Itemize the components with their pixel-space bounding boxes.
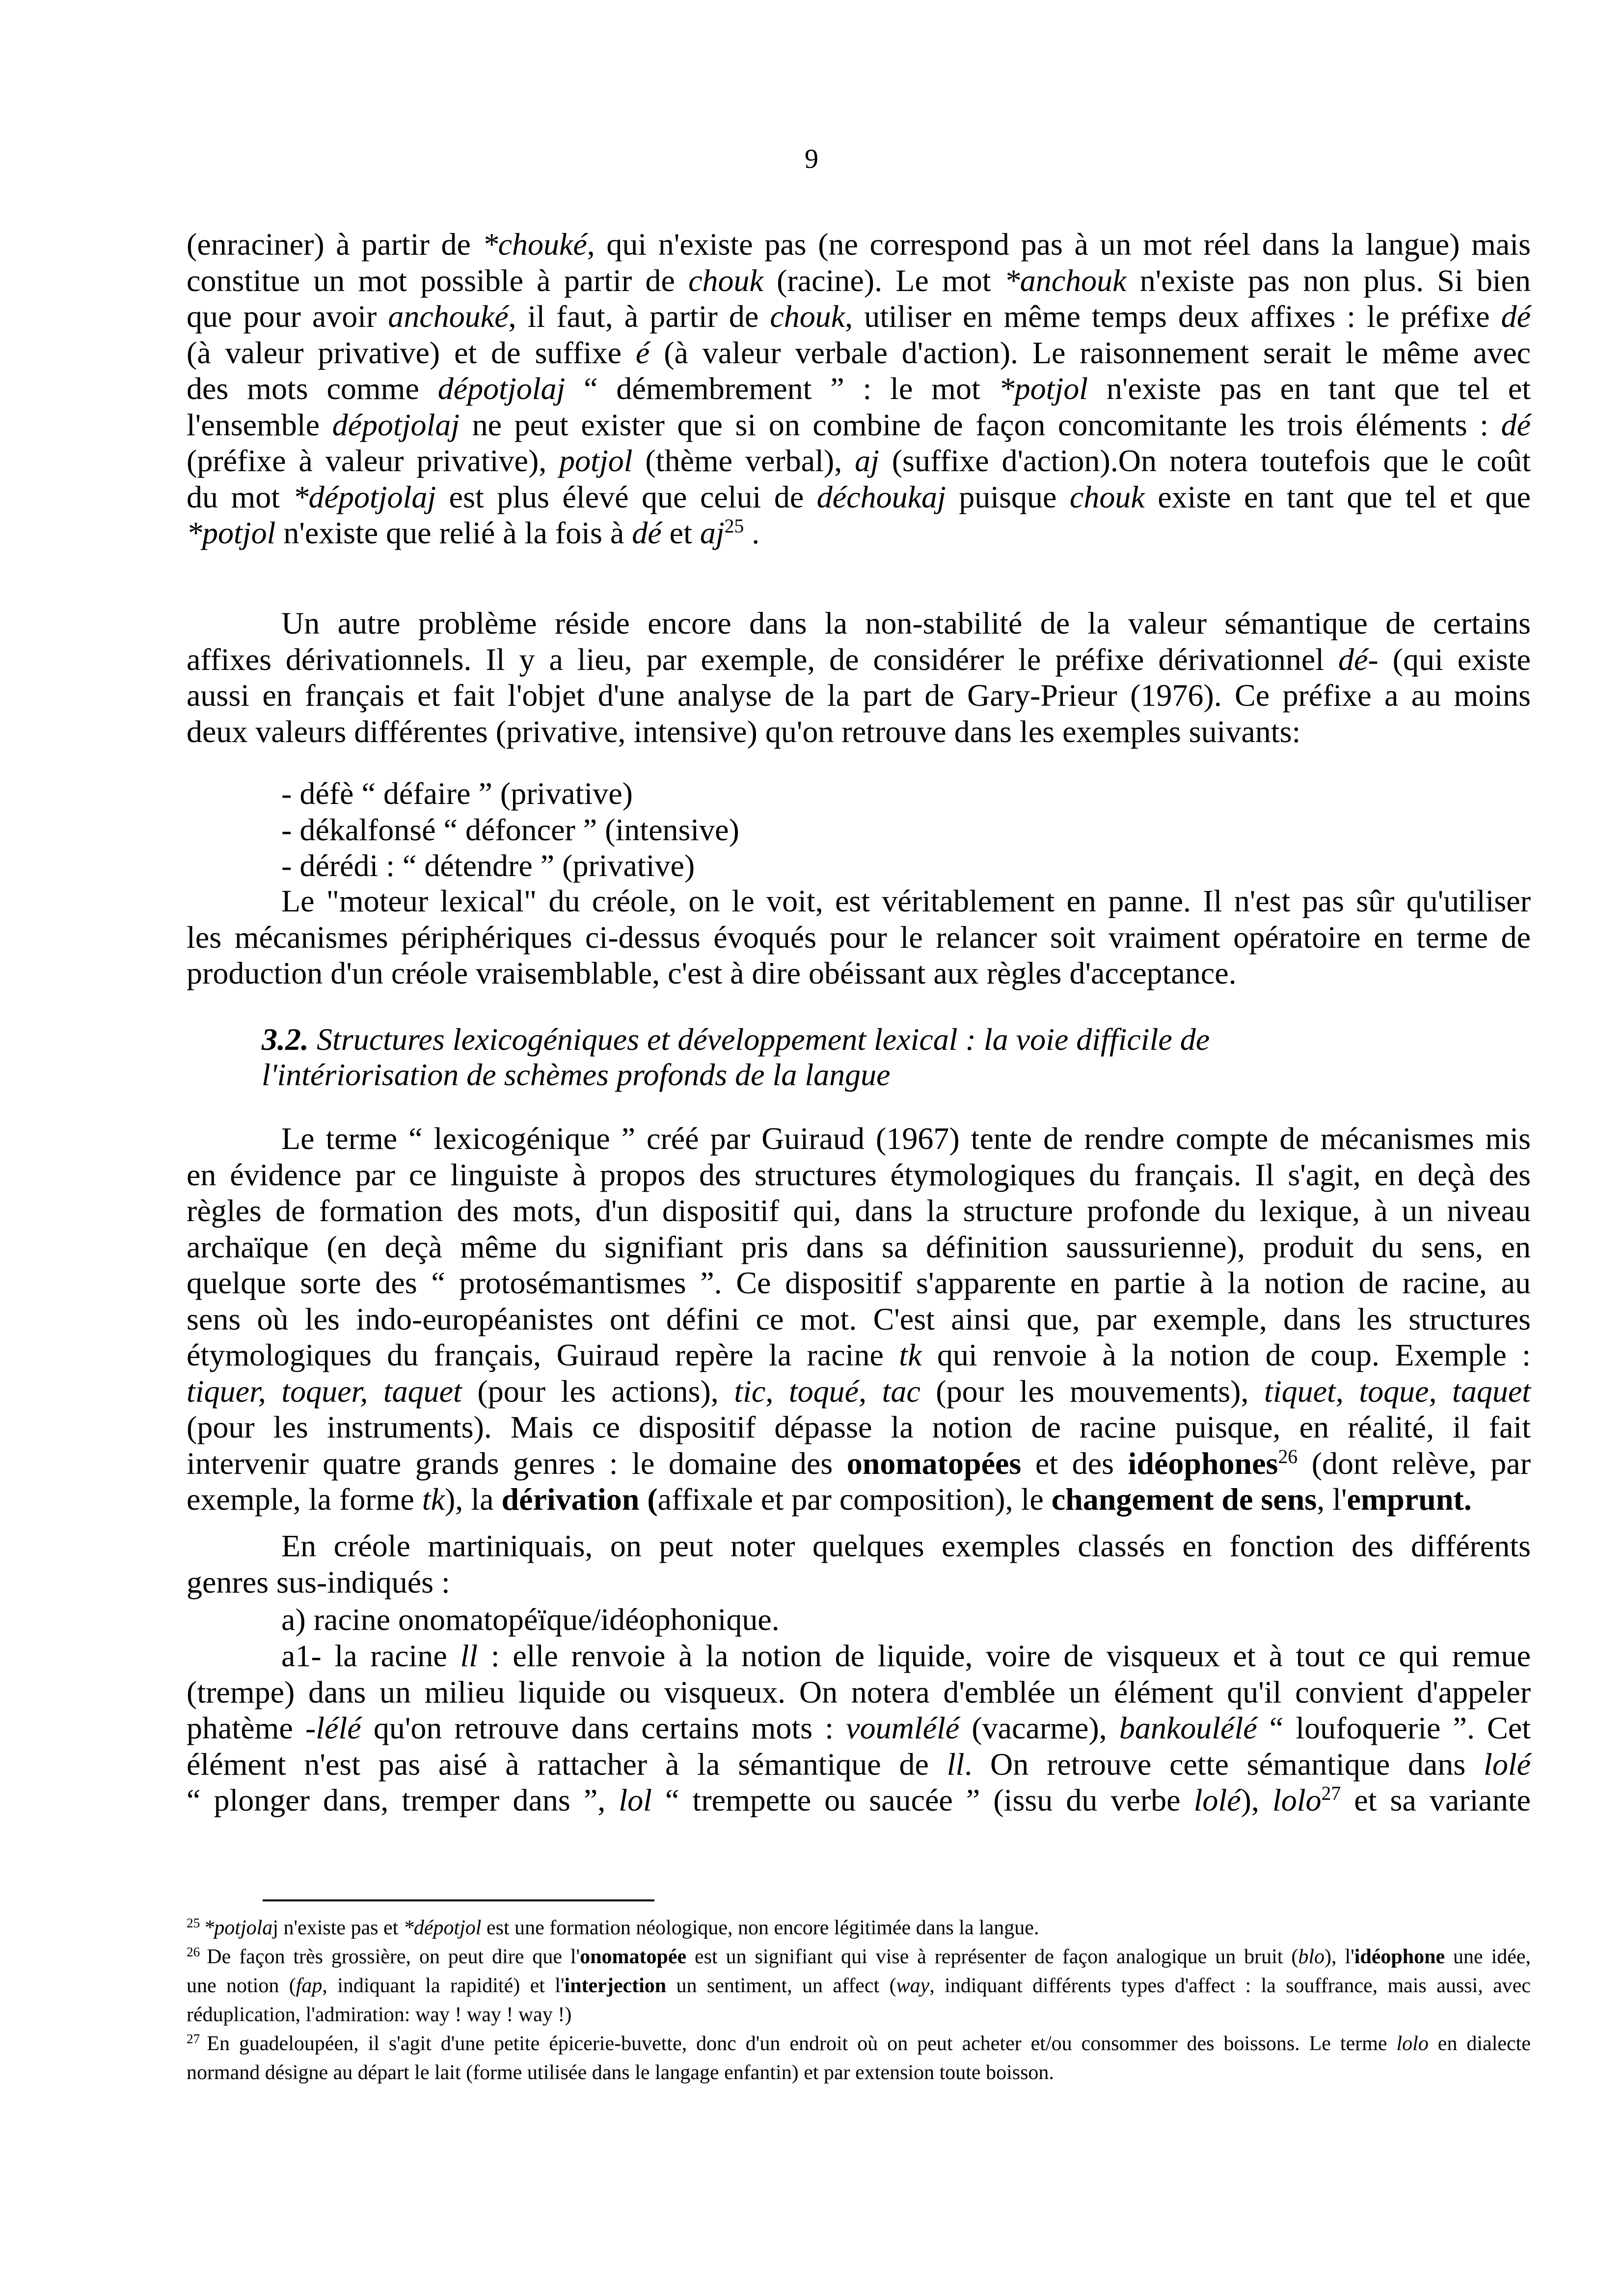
text-line: élément n'est pas aisé à rattacher à la sémantique de ll. On retrouve cette sémantique dans lolé xyxy=(187,1746,1531,1782)
italic-term: déchoukaj xyxy=(816,479,946,514)
text-line: aussi en français et fait l'objet d'une analyse de la part de Gary-Prieur (1976). Ce préfixe a au moins xyxy=(187,678,1531,713)
footnote-26 xyxy=(187,1943,1531,2029)
text-line: l'ensemble dépotjolaj ne peut exister que si on combine de façon concomitante les trois éléments : dé xyxy=(187,407,1531,442)
bold-term: dérivation ( xyxy=(501,1482,658,1517)
text-line: a1- la racine ll : elle renvoie à la notion de liquide, voire de visqueux et à tout ce qui remue xyxy=(281,1638,1531,1673)
footnote-number: 25 xyxy=(187,1916,200,1931)
section-heading-line-1 xyxy=(262,1022,1440,1057)
italic-term: lolo xyxy=(1272,1783,1322,1817)
footnote-ref[interactable]: 27 xyxy=(1321,1783,1341,1805)
bold-term: idéophones xyxy=(1128,1445,1278,1481)
italic-term: dé xyxy=(1501,299,1531,334)
italic-term: *potjol xyxy=(187,515,276,550)
italic-term: -lélé xyxy=(305,1710,361,1745)
italic-term: *dépotjolaj xyxy=(293,479,436,514)
italic-term: ll xyxy=(947,1746,965,1782)
text-line: (pour les instruments). Mais ce dispositif dépasse la notion de racine puisque, en réalité, il fait xyxy=(187,1410,1531,1444)
footnotes xyxy=(187,1914,1531,2087)
paragraph-1 xyxy=(187,226,1531,551)
footnote-line: une notion (fap, indiquant la rapidité) et l'interjection un sentiment, un affect (way, indiquant différents types d'affect : la souffrance, mais aussi, avec xyxy=(187,1975,1531,1997)
footnote-number: 26 xyxy=(187,1945,200,1960)
text-line: (à valeur privative) et de suffixe é (à valeur verbale d'action). Le raisonnement serait le même avec xyxy=(187,335,1531,370)
text-line: Un autre problème réside encore dans la non-stabilité de la valeur sémantique de certains xyxy=(281,606,1531,641)
bold-term: onomatopées xyxy=(846,1445,1022,1481)
text-line: phatème -lélé qu'on retrouve dans certains mots : voumlélé (vacarme), bankoulélé “ loufoquerie ”. Cet xyxy=(187,1710,1531,1745)
footnote-ref[interactable]: 26 xyxy=(1278,1445,1298,1468)
text-line: genres sus-indiqués : xyxy=(187,1564,450,1600)
bold-term: changement de sens xyxy=(1051,1482,1317,1517)
text-line: étymologiques du français, Guiraud repère la racine tk qui renvoie à la notion de coup. Exemple : xyxy=(187,1337,1531,1372)
text-line: du mot *dépotjolaj est plus élevé que celui de déchoukaj puisque chouk existe en tant que tel et que xyxy=(187,479,1531,514)
footnote-number: 27 xyxy=(187,2031,200,2047)
footnote-line: $^{26}$ De façon très grossière, on peut dire que l'onomatopée est un signifiant qui vise à représenter de façon analogique un bruit (blo), l'idéophone une idée, xyxy=(187,1945,1531,1968)
text-line: *potjol n'existe que relié à la fois à dé et $aj^{25}$ . xyxy=(187,515,760,550)
footnote-separator xyxy=(263,1899,654,1901)
text-line: production d'un créole vraisemblable, c'est à dire obéissant aux règles d'acceptance. xyxy=(187,956,1237,990)
italic-term: chouk xyxy=(1069,479,1145,514)
bold-term: idéophone xyxy=(1354,1946,1445,1968)
text-line: en évidence par ce linguiste à propos des structures étymologiques du français. Il s'agit, en deçà des xyxy=(187,1157,1531,1192)
italic-term: tic, toqué, tac xyxy=(734,1373,920,1409)
examples-list xyxy=(281,775,739,884)
footnote-27 xyxy=(187,2029,1531,2087)
text-line: Le terme “ lexicogénique ” créé par Guiraud (1967) tente de rendre compte de mécanismes mis xyxy=(281,1121,1531,1156)
page-number: 9 xyxy=(805,144,818,174)
section-title-part-1: Structures lexicogéniques et développement lexical : la voie difficile de xyxy=(317,1022,1210,1057)
italic-term: chouk xyxy=(770,299,845,334)
italic-term: dé xyxy=(632,515,662,550)
italic-term: way xyxy=(896,1975,930,1997)
italic-term: dépotjolaj xyxy=(437,371,566,406)
italic-term: *chouké xyxy=(482,227,587,262)
text-line: règles de formation des mots, d'un dispositif qui, dans la structure profonde du lexique, à un niveau xyxy=(187,1193,1531,1228)
italic-term: *potjola xyxy=(204,1917,273,1939)
example-item: - défè “ défaire ” (privative) xyxy=(281,776,633,811)
italic-term: bankoulélé xyxy=(1119,1710,1257,1745)
subsection-a xyxy=(187,1602,1531,1638)
text-line: constitue un mot possible à partir de chouk (racine). Le mot *anchouk n'existe pas non plus. Si bien xyxy=(187,263,1531,298)
text-line: intervenir quatre grands genres : le domaine des onomatopées et des idéophones$^{26}$ (dont relève, par xyxy=(187,1445,1531,1481)
footnote-25 xyxy=(187,1914,1531,1943)
italic-term: é xyxy=(635,335,650,370)
text-line: deux valeurs différentes (privative, intensive) qu'on retrouve dans les exemples suivants: xyxy=(187,714,1301,749)
italic-term: lolé xyxy=(1484,1746,1531,1782)
italic-term: lolo xyxy=(1396,2032,1429,2055)
text-line: (trempe) dans un milieu liquide ou visqueux. On notera d'emblée un élément qu'il convient d'appeler xyxy=(187,1674,1531,1709)
example-item: - dékalfonsé “ défoncer ” (intensive) xyxy=(281,812,739,847)
text-line: des mots comme dépotjolaj “ démembrement ” : le mot *potjol n'existe pas en tant que tel et xyxy=(187,371,1531,406)
italic-term: tiquet, toque, taquet xyxy=(1264,1373,1531,1409)
footnote-line: réduplication, l'admiration: way ! way ! way !) xyxy=(187,2003,572,2026)
text-line: Le "moteur lexical" du créole, on le voit, est véritablement en panne. Il n'est pas sûr qu'utiliser xyxy=(281,883,1531,918)
italic-term: aj xyxy=(855,443,879,478)
text-line: (enraciner) à partir de *chouké, qui n'existe pas (ne correspond pas à un mot réel dans la langue) mais xyxy=(187,227,1531,262)
section-title-part-2: l'intériorisation de schèmes profonds de la langue xyxy=(262,1057,891,1092)
italic-term: chouk xyxy=(688,263,763,298)
section-number: 3.2. xyxy=(262,1022,309,1057)
text-line: les mécanismes périphériques ci-dessus évoqués pour le relancer soit vraiment opératoire en terme de xyxy=(187,919,1531,955)
paragraph-5 xyxy=(187,1528,1531,1600)
italic-term: tk xyxy=(899,1337,922,1372)
italic-term: dé xyxy=(1501,407,1531,442)
text-line: que pour avoir anchouké, il faut, à partir de chouk, utiliser en même temps deux affixes : le préfixe dé xyxy=(187,299,1531,334)
example-item: - dérédi : “ détendre ” (privative) xyxy=(281,848,695,883)
italic-term: *anchouk xyxy=(1004,263,1127,298)
italic-term: potjol xyxy=(559,443,633,478)
footnote-line: $^{25}$ *potjolaj n'existe pas et *dépotjol est une formation néologique, non encore légitimée dans la langue. xyxy=(187,1916,1039,1939)
text-line: “ plonger dans, tremper dans ”, lol “ trempette ou saucée ” (issu du verbe lolé), lolo$^{27}$ et sa variante xyxy=(187,1783,1531,1817)
bold-term: onomatopée xyxy=(580,1946,687,1968)
paragraph-6 xyxy=(187,1638,1531,1818)
footnote-line: normand désigne au départ le lait (forme utilisée dans le langage enfantin) et par extension toute boisson. xyxy=(187,2061,1054,2084)
bold-term: emprunt. xyxy=(1347,1482,1472,1517)
italic-term: aj xyxy=(700,515,725,550)
subsection-a-label: a) racine onomatopéïque/idéophonique. xyxy=(281,1602,780,1637)
italic-term: anchouké xyxy=(388,299,509,334)
bold-term: interjection xyxy=(564,1975,667,1997)
italic-term: ll xyxy=(460,1638,478,1673)
footnote-ref[interactable]: 25 xyxy=(724,515,744,537)
footnote-line: $^{27}$ En guadeloupéen, il s'agit d'une petite épicerie-buvette, donc d'un endroit où on peut acheter et/ou consommer des boissons. Le terme lolo en dialecte xyxy=(187,2031,1531,2055)
text-line: sens où les indo-européanistes ont défini ce mot. C'est ainsi que, par exemple, dans les structures xyxy=(187,1301,1531,1336)
text-line: (préfixe à valeur privative), potjol (thème verbal), aj (suffixe d'action).On notera toutefois que le coût xyxy=(187,443,1531,478)
paragraph-2 xyxy=(187,605,1531,749)
text-line: quelque sorte des “ protosémantismes ”. Ce dispositif s'apparente en partie à la notion de racine, au xyxy=(187,1265,1531,1300)
text-line: exemple, la forme tk), la dérivation (affixale et par composition), le changement de sens, l'emprunt. xyxy=(187,1482,1472,1517)
text-line: affixes dérivationnels. Il y a lieu, par exemple, de considérer le préfixe dérivationnel dé- (qui existe xyxy=(187,641,1531,677)
italic-term: dépotjolaj xyxy=(332,407,460,442)
italic-term: tiquer, toquer, taquet xyxy=(187,1373,462,1409)
italic-term: lolé xyxy=(1193,1783,1241,1817)
text-line: archaïque (en deçà même du signifiant pris dans sa définition saussurienne), produit du sens, en xyxy=(187,1229,1531,1264)
italic-term: *dépotjol xyxy=(403,1917,482,1939)
italic-term: dé- xyxy=(1338,641,1379,677)
italic-term: lol xyxy=(619,1783,652,1817)
paragraph-4 xyxy=(187,1121,1531,1518)
italic-term: blo xyxy=(1298,1946,1325,1968)
text-line: En créole martiniquais, on peut noter quelques exemples classés en fonction des différents xyxy=(281,1528,1531,1563)
section-heading xyxy=(262,1022,1440,1093)
italic-term: tk xyxy=(422,1482,445,1517)
text-line: tiquer, toquer, taquet (pour les actions), tic, toqué, tac (pour les mouvements), tiquet, toque, taquet xyxy=(187,1373,1531,1409)
italic-term: *potjol xyxy=(999,371,1088,406)
paragraph-3 xyxy=(187,883,1531,991)
italic-term: fap xyxy=(296,1975,323,1997)
italic-term: voumlélé xyxy=(846,1710,960,1745)
